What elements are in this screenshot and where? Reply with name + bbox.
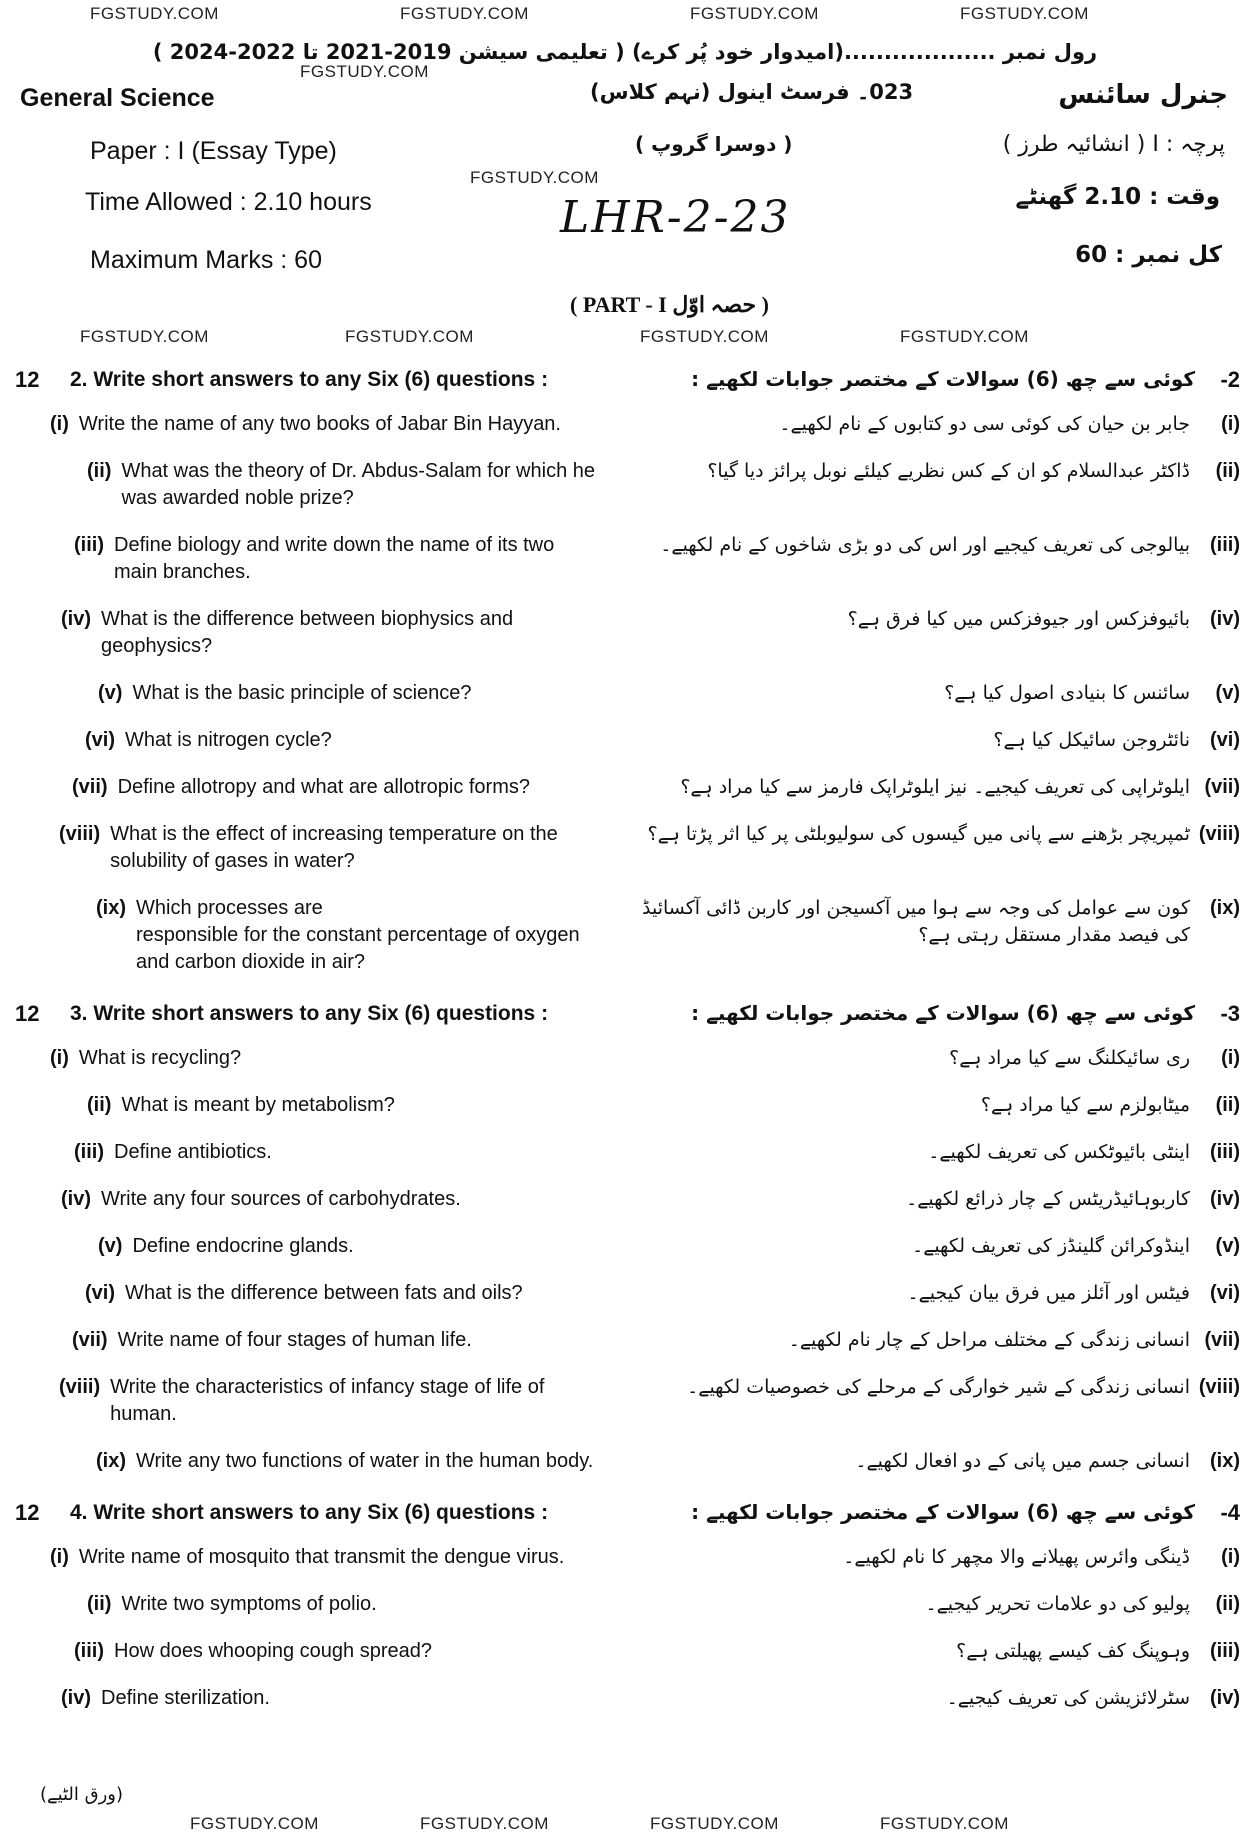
question-text-ur: اینڈوکرائن گلینڈز کی تعریف لکھیے۔ bbox=[912, 1235, 1190, 1257]
questions-area bbox=[10, 352, 1240, 1722]
question-text-ur: ٹمپریچر بڑھنے سے پانی میں گیسوں کی سولیوبلٹی پر کیا اثر پڑتا ہے؟ bbox=[647, 823, 1190, 845]
question-text-en-block bbox=[132, 1233, 610, 1260]
question-en bbox=[10, 1045, 610, 1072]
question-number-en: (i) bbox=[50, 413, 69, 435]
question-number-ur: (iii) bbox=[1210, 1141, 1240, 1163]
question-text-en-cont: responsible for the constant percentage of oxygen and carbon dioxide in air? bbox=[136, 924, 580, 973]
question-text-en-cont: main branches. bbox=[114, 561, 251, 583]
question-en bbox=[10, 1374, 610, 1428]
question-number-ur: (iii) bbox=[1210, 1640, 1240, 1662]
question-en bbox=[10, 821, 610, 875]
question-number-ur: (iv) bbox=[1210, 1687, 1240, 1709]
question-row bbox=[10, 1581, 1240, 1628]
question-number-en: (i) bbox=[50, 1047, 69, 1069]
question-text-ur: اینٹی بائیوٹکس کی تعریف لکھیے۔ bbox=[928, 1141, 1190, 1163]
section-header bbox=[10, 994, 1240, 1035]
question-text-en: What is the effect of increasing temperature on the bbox=[110, 823, 558, 845]
question-number-ur: (i) bbox=[1221, 413, 1240, 435]
part-label: ( PART - I حصہ اوّل ) bbox=[570, 292, 769, 317]
question-text-en: Write any two functions of water in the human body. bbox=[136, 1450, 594, 1472]
question-text-en: Define allotropy and what are allotropic forms? bbox=[117, 776, 530, 798]
question-text-ur: پولیو کی دو علامات تحریر کیجیے۔ bbox=[925, 1593, 1190, 1615]
question-text-ur: وہوپنگ کف کیسے پھیلتی ہے؟ bbox=[956, 1640, 1190, 1662]
watermark-text: FGSTUDY.COM bbox=[690, 4, 819, 23]
question-en bbox=[10, 680, 610, 707]
question-text-en-block bbox=[110, 1374, 610, 1428]
question-text-en: What is nitrogen cycle? bbox=[125, 729, 332, 751]
question-en bbox=[10, 458, 610, 512]
question-number-en: (iii) bbox=[74, 534, 104, 556]
question-text-en-block bbox=[125, 727, 610, 754]
question-number-en: (v) bbox=[98, 1235, 123, 1257]
question-row bbox=[10, 401, 1240, 448]
question-text-en-block bbox=[125, 1280, 610, 1307]
time-allowed-ur: وقت : 2.10 گھنٹے bbox=[1015, 184, 1220, 210]
subject-title-en: General Science bbox=[20, 84, 215, 112]
question-text-en: What is the difference between biophysics and geophysics? bbox=[101, 608, 514, 657]
question-section bbox=[10, 360, 1240, 986]
question-text-en: Write name of four stages of human life. bbox=[117, 1329, 472, 1351]
question-text-en-block bbox=[121, 1092, 610, 1119]
question-row bbox=[10, 1675, 1240, 1722]
question-text-en: What was the theory of Dr. Abdus-Salam for which he bbox=[121, 460, 595, 482]
question-text-ur: ری سائیکلنگ سے کیا مراد ہے؟ bbox=[949, 1047, 1190, 1069]
question-en bbox=[10, 1186, 610, 1213]
watermark-text: FGSTUDY.COM bbox=[470, 168, 599, 187]
question-row bbox=[10, 885, 1240, 986]
question-en bbox=[10, 1280, 610, 1307]
question-en bbox=[10, 1544, 610, 1571]
question-row bbox=[10, 1317, 1240, 1364]
question-en bbox=[10, 1092, 610, 1119]
question-number-en: (ii) bbox=[87, 460, 112, 482]
question-text-en: What is meant by metabolism? bbox=[121, 1094, 395, 1116]
question-text-en-block bbox=[101, 606, 610, 660]
question-en bbox=[10, 1233, 610, 1260]
watermark-text: FGSTUDY.COM bbox=[900, 327, 1029, 346]
question-number-en: (ii) bbox=[87, 1094, 112, 1116]
question-number-ur: (ii) bbox=[1215, 460, 1240, 482]
question-number-ur: (ix) bbox=[1210, 1450, 1240, 1472]
question-text-ur: ایلوٹراپی کی تعریف کیجیے۔ نیز ایلوٹراپک فارمز سے کیا مراد ہے؟ bbox=[680, 776, 1190, 798]
question-text-ur: جابر بن حیان کی کوئی سی دو کتابوں کے نام لکھیے۔ bbox=[779, 413, 1190, 435]
group-label: ( دوسرا گروپ ) bbox=[635, 132, 793, 156]
question-text-ur: انسانی زندگی کے مختلف مراحل کے چار نام لکھیے۔ bbox=[788, 1329, 1190, 1351]
section-heading-ur: کوئی سے چھ (6) سوالات کے مختصر جوابات لکھیے : bbox=[691, 367, 1195, 391]
question-en bbox=[10, 1139, 610, 1166]
question-number-en: (iv) bbox=[61, 1188, 91, 1210]
section-header bbox=[10, 1493, 1240, 1534]
question-row bbox=[10, 1035, 1240, 1082]
time-allowed-en: Time Allowed : 2.10 hours bbox=[85, 188, 372, 216]
question-text-en-block bbox=[79, 1544, 610, 1571]
question-text-en-block bbox=[121, 1591, 610, 1618]
question-text-en-block bbox=[118, 1327, 610, 1354]
question-section bbox=[10, 1493, 1240, 1722]
watermark-text: FGSTUDY.COM bbox=[300, 62, 429, 81]
question-text-en: Write the characteristics of infancy stage of life of human. bbox=[110, 1376, 545, 1425]
watermark-text: FGSTUDY.COM bbox=[420, 1814, 549, 1833]
section-number-ur: -2 bbox=[1220, 367, 1240, 392]
question-text-en-block bbox=[132, 680, 610, 707]
question-text-ur: کون سے عوامل کی وجہ سے ہوا میں آکسیجن اور کاربن ڈائی آکسائیڈ کی فیصد مقدار مستقل رہتی ہے؟ bbox=[642, 897, 1190, 946]
watermark-text: FGSTUDY.COM bbox=[400, 4, 529, 23]
question-text-en: What is recycling? bbox=[78, 1047, 242, 1069]
question-number-ur: (v) bbox=[1215, 1235, 1240, 1257]
question-text-en: Define antibiotics. bbox=[114, 1141, 272, 1163]
question-text-en: Define sterilization. bbox=[101, 1687, 270, 1709]
section-number-ur: -3 bbox=[1220, 1001, 1240, 1026]
question-text-ur: سائنس کا بنیادی اصول کیا ہے؟ bbox=[944, 682, 1190, 704]
question-en bbox=[10, 727, 610, 754]
question-text-en-block bbox=[101, 1186, 610, 1213]
question-text-ur: میٹابولزم سے کیا مراد ہے؟ bbox=[980, 1094, 1190, 1116]
question-number-ur: (ix) bbox=[1210, 897, 1240, 919]
watermark-text: FGSTUDY.COM bbox=[650, 1814, 779, 1833]
question-text-en-cont: solubility of gases in water? bbox=[110, 850, 355, 872]
question-en bbox=[10, 532, 610, 586]
watermark-text: FGSTUDY.COM bbox=[190, 1814, 319, 1833]
question-number-ur: (vi) bbox=[1210, 729, 1240, 751]
subject-title-ur: جنرل سائنس bbox=[1058, 80, 1228, 110]
question-text-ur: نائٹروجن سائیکل کیا ہے؟ bbox=[993, 729, 1190, 751]
question-text-en-block bbox=[121, 458, 610, 512]
paper-type-en: Paper : I (Essay Type) bbox=[90, 137, 337, 165]
question-number-en: (ii) bbox=[87, 1593, 112, 1615]
question-number-ur: (viii) bbox=[1198, 823, 1240, 845]
paper-type-ur: پرچہ : I ( انشائیہ طرز ) bbox=[1002, 132, 1225, 157]
question-row bbox=[10, 1534, 1240, 1581]
question-en bbox=[10, 606, 610, 660]
question-text-en-block bbox=[79, 411, 610, 438]
question-en bbox=[10, 1685, 610, 1712]
section-number-ur: -4 bbox=[1220, 1500, 1240, 1525]
section-marks: 12 bbox=[15, 1001, 40, 1026]
question-en bbox=[10, 1591, 610, 1618]
question-row bbox=[10, 1176, 1240, 1223]
question-row bbox=[10, 448, 1240, 522]
question-text-en: Define biology and write down the name of its two bbox=[114, 534, 555, 556]
question-text-en-cont: was awarded noble prize? bbox=[121, 487, 354, 509]
question-row bbox=[10, 670, 1240, 717]
question-section bbox=[10, 994, 1240, 1485]
question-number-ur: (ii) bbox=[1215, 1094, 1240, 1116]
question-number-ur: (vii) bbox=[1204, 1329, 1240, 1351]
section-header bbox=[10, 360, 1240, 401]
question-number-ur: (iv) bbox=[1210, 608, 1240, 630]
section-marks: 12 bbox=[15, 1500, 40, 1525]
question-number-en: (ix) bbox=[96, 897, 126, 919]
watermark-text: FGSTUDY.COM bbox=[640, 327, 769, 346]
question-number-ur: (viii) bbox=[1198, 1376, 1240, 1398]
question-row bbox=[10, 717, 1240, 764]
question-number-en: (vi) bbox=[85, 1282, 115, 1304]
question-text-ur: فیٹس اور آئلز میں فرق بیان کیجیے۔ bbox=[907, 1282, 1190, 1304]
question-text-en-block bbox=[114, 1638, 610, 1665]
watermark-text: FGSTUDY.COM bbox=[960, 4, 1089, 23]
handwritten-code: LHR-2-23 bbox=[560, 192, 791, 243]
question-number-ur: (ii) bbox=[1215, 1593, 1240, 1615]
question-en bbox=[10, 1638, 610, 1665]
question-text-en-block bbox=[101, 1685, 610, 1712]
question-text-en-block bbox=[114, 532, 610, 586]
question-row bbox=[10, 1628, 1240, 1675]
question-text-en-block bbox=[136, 895, 610, 976]
question-text-ur: ڈاکٹر عبدالسلام کو ان کے کس نظریے کیلئے نوبل پرائز دیا گیا؟ bbox=[707, 460, 1190, 482]
question-text-en-block bbox=[114, 1139, 610, 1166]
question-text-en-block bbox=[136, 1448, 610, 1475]
question-text-en: Define endocrine glands. bbox=[132, 1235, 354, 1257]
question-text-en: Write name of mosquito that transmit the dengue virus. bbox=[78, 1546, 565, 1568]
question-text-en-block bbox=[79, 1045, 610, 1072]
question-number-en: (iv) bbox=[61, 608, 91, 630]
question-number-en: (vii) bbox=[72, 776, 108, 798]
section-heading-ur: کوئی سے چھ (6) سوالات کے مختصر جوابات لکھیے : bbox=[691, 1001, 1195, 1025]
question-number-en: (vii) bbox=[72, 1329, 108, 1351]
question-number-en: (viii) bbox=[59, 1376, 101, 1398]
question-en bbox=[10, 411, 610, 438]
question-text-ur: بیالوجی کی تعریف کیجیے اور اس کی دو بڑی شاخوں کے نام لکھیے۔ bbox=[660, 534, 1190, 556]
question-number-en: (iii) bbox=[74, 1141, 104, 1163]
question-number-en: (v) bbox=[98, 682, 123, 704]
question-number-ur: (vi) bbox=[1210, 1282, 1240, 1304]
question-number-ur: (vii) bbox=[1204, 776, 1240, 798]
section-heading-en: 2. Write short answers to any Six (6) questions : bbox=[70, 368, 549, 391]
question-text-en: Write two symptoms of polio. bbox=[121, 1593, 377, 1615]
question-text-ur: انسانی زندگی کے شیر خوارگی کے مرحلے کی خصوصیات لکھیے۔ bbox=[687, 1376, 1190, 1398]
section-heading-en: 4. Write short answers to any Six (6) questions : bbox=[70, 1501, 549, 1524]
question-row bbox=[10, 811, 1240, 885]
question-row bbox=[10, 764, 1240, 811]
question-number-ur: (i) bbox=[1221, 1546, 1240, 1568]
question-number-ur: (iv) bbox=[1210, 1188, 1240, 1210]
question-en bbox=[10, 895, 610, 976]
question-text-en: What is the basic principle of science? bbox=[132, 682, 472, 704]
turn-over-note: (ورق الٹیے) bbox=[40, 1784, 124, 1805]
question-text-ur: کاربوہائیڈریٹس کے چار ذرائع لکھیے۔ bbox=[906, 1188, 1190, 1210]
watermark-text: FGSTUDY.COM bbox=[345, 327, 474, 346]
question-number-ur: (i) bbox=[1221, 1047, 1240, 1069]
question-number-en: (vi) bbox=[85, 729, 115, 751]
question-text-en: Write the name of any two books of Jabar Bin Hayyan. bbox=[78, 413, 561, 435]
question-text-ur: ڈینگی وائرس پھیلانے والا مچھر کا نام لکھیے۔ bbox=[843, 1546, 1190, 1568]
question-row bbox=[10, 1270, 1240, 1317]
max-marks-en: Maximum Marks : 60 bbox=[90, 246, 322, 274]
question-en bbox=[10, 1448, 610, 1475]
question-number-en: (iv) bbox=[61, 1687, 91, 1709]
watermark-text: FGSTUDY.COM bbox=[80, 327, 209, 346]
question-row bbox=[10, 596, 1240, 670]
paper-code: 023۔ فرسٹ اینول (نہم کلاس) bbox=[590, 80, 914, 104]
question-number-en: (iii) bbox=[74, 1640, 104, 1662]
question-en bbox=[10, 774, 610, 801]
question-row bbox=[10, 1223, 1240, 1270]
question-number-en: (i) bbox=[50, 1546, 69, 1568]
question-text-en: What is the difference between fats and oils? bbox=[125, 1282, 523, 1304]
question-row bbox=[10, 522, 1240, 596]
question-text-en-block bbox=[118, 774, 610, 801]
watermark-text: FGSTUDY.COM bbox=[90, 4, 219, 23]
section-heading-ur: کوئی سے چھ (6) سوالات کے مختصر جوابات لکھیے : bbox=[691, 1500, 1195, 1524]
question-text-ur: بائیوفزکس اور جیوفزکس میں کیا فرق ہے؟ bbox=[847, 608, 1190, 630]
question-number-ur: (v) bbox=[1215, 682, 1240, 704]
session-line: رول نمبر ...................(امیدوار خود پُر کرے) ( تعلیمی سیشن 2019-2021 تا 2022-2024 ) bbox=[152, 40, 1098, 64]
question-text-ur: سٹرلائزیشن کی تعریف کیجیے۔ bbox=[946, 1687, 1190, 1709]
question-row bbox=[10, 1438, 1240, 1485]
question-row bbox=[10, 1129, 1240, 1176]
question-row bbox=[10, 1364, 1240, 1438]
question-text-en: Which processes are bbox=[136, 897, 323, 919]
question-text-en: How does whooping cough spread? bbox=[114, 1640, 432, 1662]
question-text-ur: انسانی جسم میں پانی کے دو افعال لکھیے۔ bbox=[855, 1450, 1190, 1472]
question-en bbox=[10, 1327, 610, 1354]
question-text-en: Write any four sources of carbohydrates. bbox=[101, 1188, 461, 1210]
max-marks-ur: کل نمبر : 60 bbox=[1075, 242, 1222, 268]
question-number-en: (ix) bbox=[96, 1450, 126, 1472]
question-number-en: (viii) bbox=[59, 823, 101, 845]
question-row bbox=[10, 1082, 1240, 1129]
question-number-ur: (iii) bbox=[1210, 534, 1240, 556]
watermark-text: FGSTUDY.COM bbox=[880, 1814, 1009, 1833]
question-text-en-block bbox=[110, 821, 610, 875]
section-heading-en: 3. Write short answers to any Six (6) questions : bbox=[70, 1002, 549, 1025]
section-marks: 12 bbox=[15, 367, 40, 392]
